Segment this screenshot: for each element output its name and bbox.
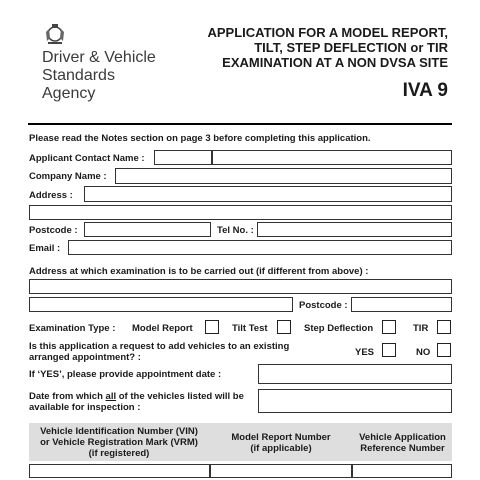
appointment-date-field[interactable] [258,364,452,384]
reference-number-cell[interactable] [352,464,452,478]
royal-crest-icon [42,20,68,46]
exam-postcode-label: Postcode : [299,300,348,311]
agency-line: Driver & Vehicle [42,49,156,66]
availability-date-label-line2: available for inspection : [29,402,141,413]
model-report-checkbox[interactable] [205,320,219,334]
address-label: Address : [29,190,73,201]
tir-checkbox[interactable] [437,320,451,334]
contact-title-field[interactable] [154,150,212,165]
tel-label: Tel No. : [217,225,254,236]
contact-name-field[interactable] [212,150,452,165]
notes-instruction: Please read the Notes section on page 3 before completing this application. [29,133,371,144]
exam-postcode-field[interactable] [351,297,452,312]
postcode-field[interactable] [84,222,211,237]
header-divider [28,123,452,125]
reference-column-header [353,432,452,454]
model-report-label: Model Report [132,323,193,334]
tilt-test-label: Tilt Test [232,323,268,334]
no-checkbox[interactable] [437,343,451,357]
header-line: Vehicle Identification Number (VIN) [40,426,198,437]
exam-type-label: Examination Type : [29,323,116,334]
title-line: APPLICATION FOR A MODEL REPORT, [207,25,448,40]
company-name-field[interactable] [115,168,452,184]
request-label-line1: Is this application a request to add vehicles to an existing [29,341,290,352]
header-line: Vehicle Application [359,432,446,443]
exam-address-label: Address at which examination is to be carried out (if different from above) : [29,266,369,277]
model-report-number-cell[interactable] [210,464,352,478]
availability-date-field[interactable] [258,389,452,413]
form-title [168,25,448,70]
postcode-label: Postcode : [29,225,78,236]
header-line: (if applicable) [250,443,312,454]
request-label-line2: arranged appointment? : [29,352,141,363]
availability-date-label-line1 [29,391,244,402]
title-line: TILT, STEP DEFLECTION or TIR [254,40,448,55]
vin-column-header [29,426,209,459]
availability-text: Date from which [29,391,106,402]
tir-label: TIR [413,323,429,334]
tel-field[interactable] [257,222,452,237]
appointment-date-label: If ‘YES’, please provide appointment date : [29,369,222,380]
title-line: EXAMINATION AT A NON DVSA SITE [222,55,448,70]
model-report-column-header [212,432,350,454]
header-line: Reference Number [360,443,445,454]
header-line: (if registered) [88,448,150,459]
yes-label: YES [355,347,375,358]
address-field-line2[interactable] [29,205,452,220]
agency-line: Agency [42,85,96,102]
step-deflection-checkbox[interactable] [382,320,396,334]
email-label: Email : [29,243,61,254]
tilt-test-checkbox[interactable] [277,320,291,334]
address-field-line1[interactable] [84,186,452,202]
exam-address-field-line2[interactable] [29,297,293,312]
vin-cell[interactable] [29,464,210,478]
contact-name-label: Applicant Contact Name : [29,153,145,164]
no-label: NO [416,347,431,358]
email-field[interactable] [68,240,452,255]
availability-all-text: all [105,391,117,402]
exam-address-field-line1[interactable] [29,279,452,294]
yes-checkbox[interactable] [382,343,396,357]
header-line: or Vehicle Registration Mark (VRM) [40,437,198,448]
availability-text: of the vehicles listed will be [116,391,244,402]
header-line: Model Report Number [231,432,331,443]
company-name-label: Company Name : [29,171,107,182]
form-code: IVA 9 [402,80,448,101]
step-deflection-label: Step Deflection [304,323,374,334]
agency-line: Standards [42,67,115,84]
